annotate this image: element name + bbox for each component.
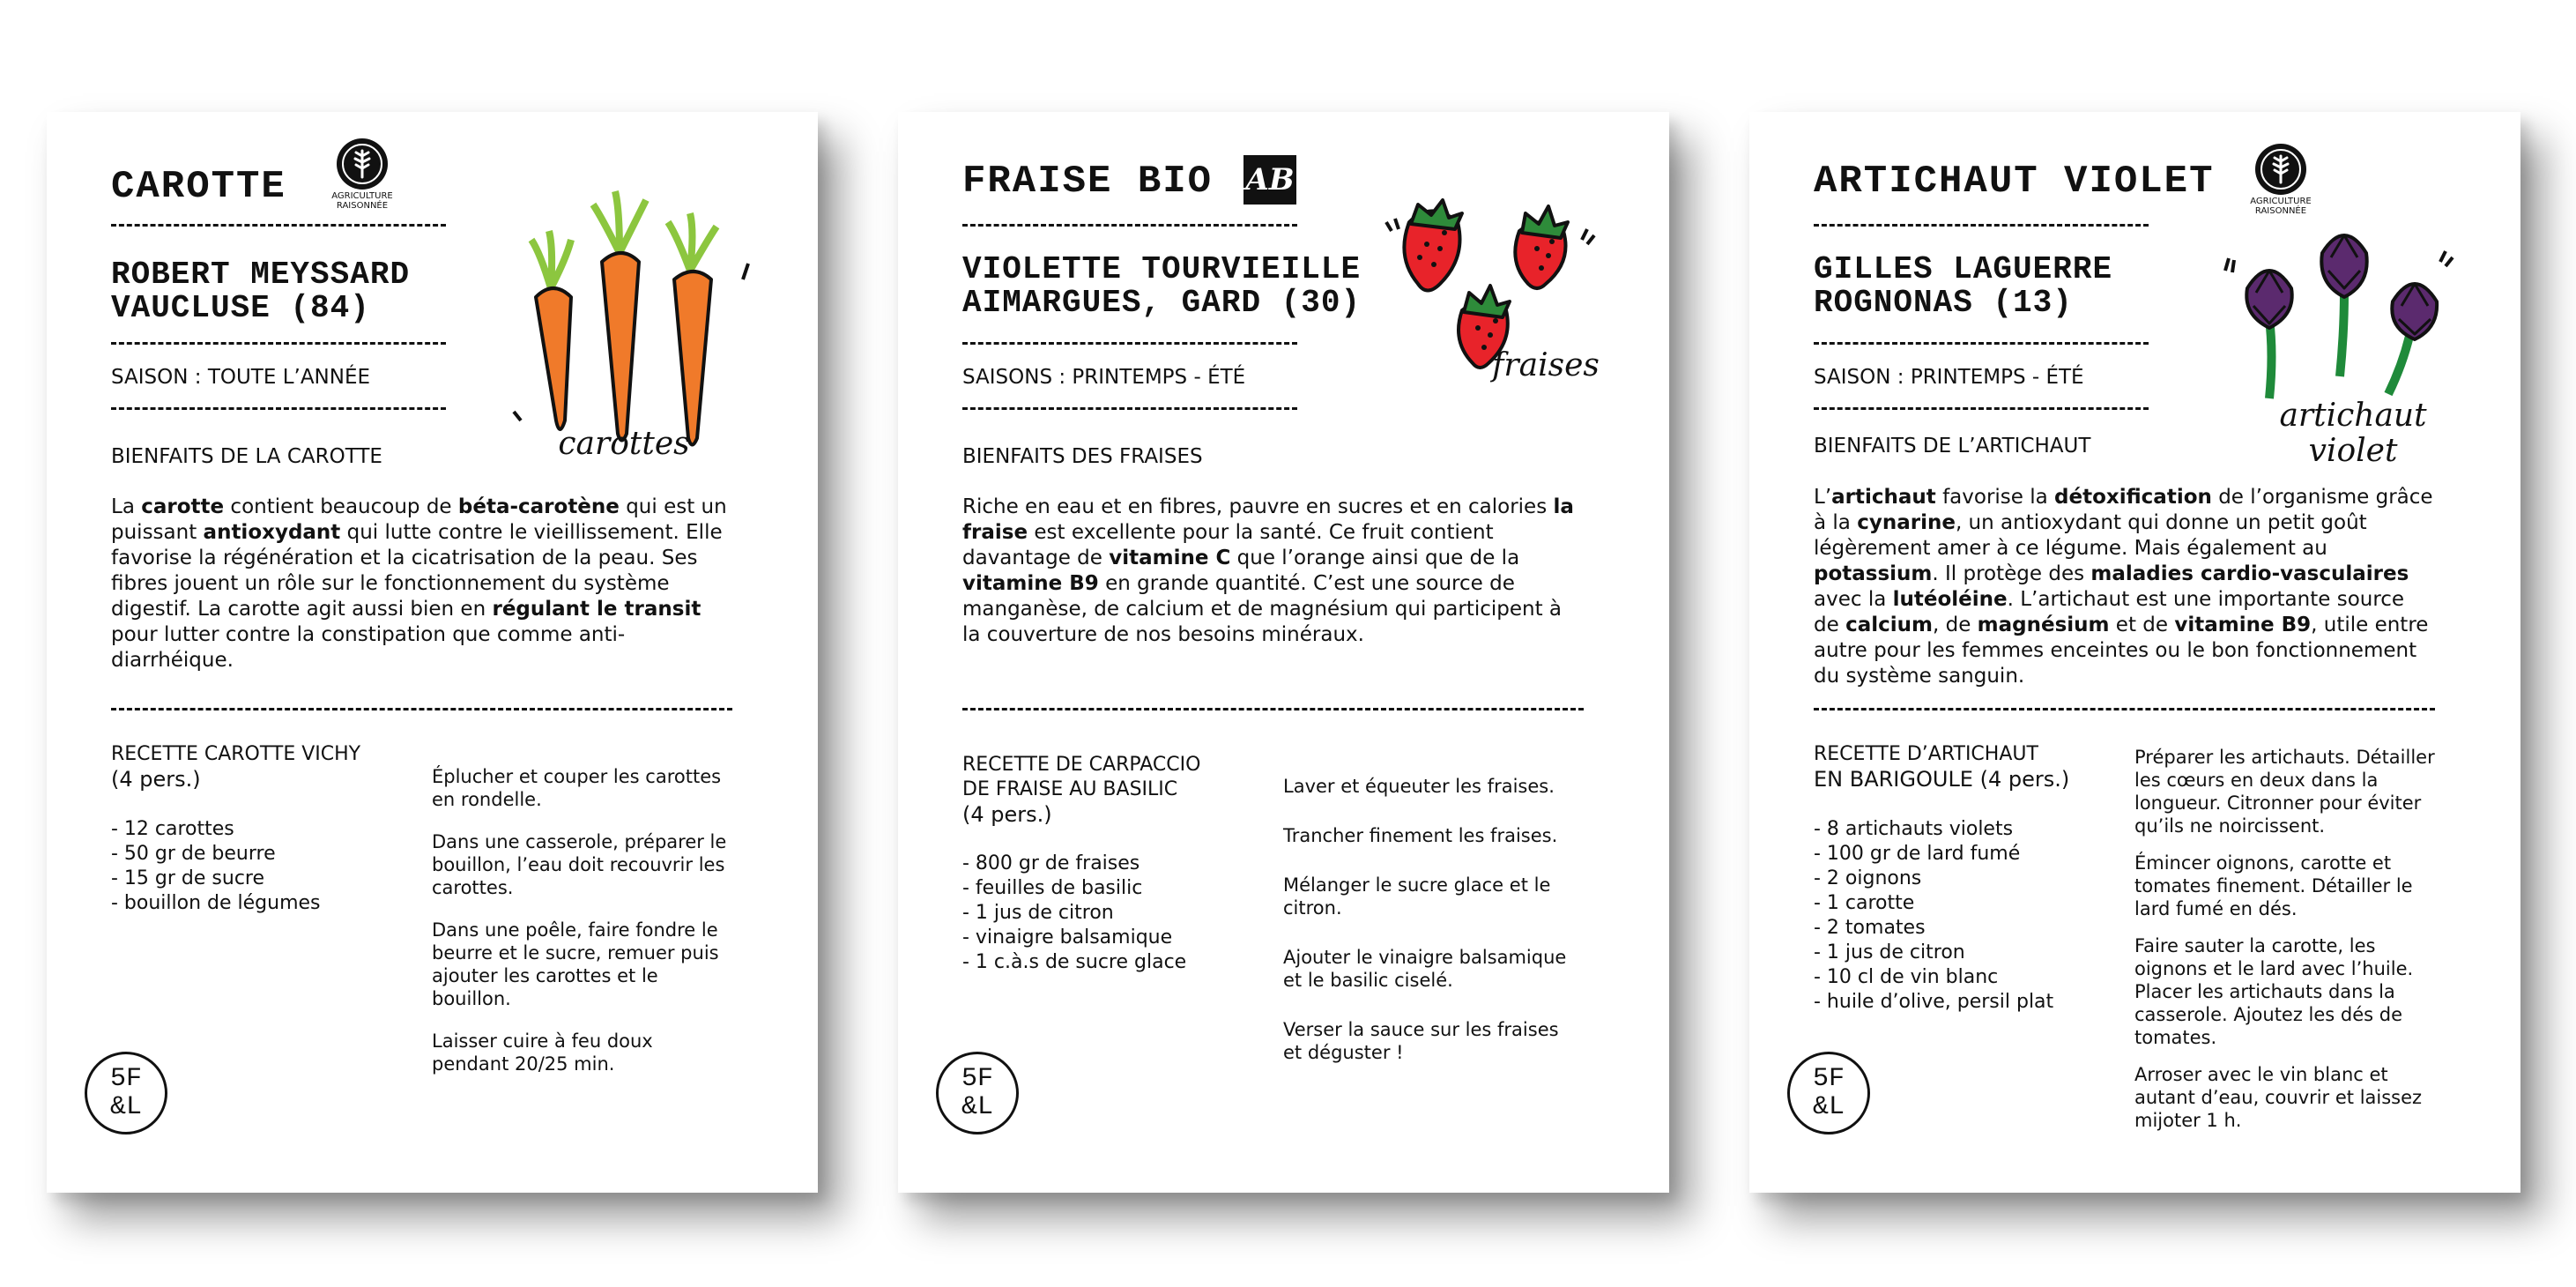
benefit-keyword: potassium	[1814, 562, 1933, 585]
grower-info	[962, 253, 1361, 320]
ingredient: - 1 c.à.s de sucre glace	[962, 951, 1187, 973]
logo-line: 5F	[1812, 1064, 1845, 1094]
recipe-title	[111, 742, 402, 792]
brand-logo	[936, 1052, 1019, 1134]
divider	[1814, 224, 2149, 227]
benefit-keyword: carotte	[141, 495, 225, 518]
recipe-title	[962, 753, 1253, 827]
benefit-keyword: lutéoléine	[1892, 588, 2008, 611]
wheat-icon	[2255, 144, 2306, 195]
badge-label: AGRICULTURE RAISONNÉE	[331, 191, 393, 211]
recipe-step: Émincer oignons, carotte et tomates finement. Détailler le lard fumé en dés.	[2134, 852, 2413, 919]
ingredient: - 2 tomates	[1814, 917, 1926, 939]
recipe-step: Laver et équeuter les fraises.	[1283, 776, 1555, 797]
product-card-fraise	[898, 112, 1669, 1193]
ingredient: - 15 gr de sucre	[111, 867, 265, 889]
ingredient-list	[962, 852, 1253, 975]
benefit-keyword: magnésium	[1977, 614, 2110, 636]
benefits-text: Riche en eau et en fibres, pauvre en sucres et en calories la fraise est excellente pour la santé. Ce fruit contient davantage de vitamine C que l’orange ainsi que de la vitamine B9 en grande quantité. C’est une source de manganèse, de calcium et de magnésium qui participent à la couverture de nos besoins minéraux.	[962, 495, 1574, 646]
illustration-caption: carottes	[558, 426, 690, 462]
grower-name: ROBERT MEYSSARD	[111, 257, 411, 293]
recipe-step: Faire sauter la carotte, les oignons et le lard avec l’huile. Placer les artichauts dans la casserole. Ajoutez les dés de tomates.	[2134, 935, 2414, 1048]
recipe-step: Dans une casserole, préparer le bouillon, l’eau doit recouvrir les carottes.	[432, 831, 727, 898]
grower-location: VAUCLUSE (84)	[111, 290, 370, 326]
ingredient-list	[1814, 817, 2105, 1015]
season-label: SAISON : TOUTE L’ANNÉE	[111, 366, 371, 389]
grower-location: AIMARGUES, GARD (30)	[962, 285, 1362, 321]
divider	[111, 224, 446, 227]
card-title: FRAISE BIO	[962, 160, 1214, 204]
caption-line: artichaut	[2279, 398, 2427, 434]
ingredient: - 1 jus de citron	[1814, 941, 1965, 963]
benefit-keyword: régulant le transit	[492, 598, 702, 621]
logo-line: &L	[109, 1092, 142, 1122]
season-label: SAISON : PRINTEMPS - ÉTÉ	[1814, 366, 2084, 389]
benefit-keyword: artichaut	[1831, 486, 1936, 509]
recipe-title-line: DE FRAISE AU BASILIC	[962, 778, 1178, 800]
benefit-keyword: vitamine C	[1109, 547, 1231, 569]
ingredient: - bouillon de légumes	[111, 892, 321, 914]
divider	[111, 708, 732, 710]
brand-logo	[85, 1052, 167, 1134]
recipe-step: Préparer les artichauts. Détailler les cœurs en deux dans la longueur. Citronner pour éviter qu’ils ne noircissent.	[2134, 747, 2435, 837]
recipe-title-line: EN BARIGOULE (4 pers.)	[1814, 767, 2070, 792]
benefit-keyword: maladies cardio-vasculaires	[2090, 562, 2409, 585]
recipe-title-line: RECETTE DE CARPACCIO	[962, 754, 1201, 776]
ingredient: - vinaigre balsamique	[962, 926, 1173, 949]
logo-line: 5F	[961, 1064, 993, 1094]
illustration-caption: fraises	[1492, 347, 1600, 383]
recipe-step: Trancher finement les fraises.	[1283, 825, 1558, 846]
recipe-step: Mélanger le sucre glace et le citron.	[1283, 874, 1551, 919]
divider	[111, 407, 446, 410]
divider	[111, 342, 446, 345]
carrots-illustration	[505, 156, 778, 447]
recipe-step: Arroser avec le vin blanc et autant d’eau, couvrir et laissez mijoter 1 h.	[2134, 1064, 2423, 1131]
logo-line: &L	[961, 1092, 993, 1122]
caption-line: violet	[2308, 433, 2398, 469]
ingredient: - 100 gr de lard fumé	[1814, 843, 2021, 865]
recipe-steps	[432, 765, 731, 1095]
badge-label: AGRICULTURE RAISONNÉE	[2250, 197, 2312, 216]
divider	[962, 708, 1584, 710]
ingredient: - 2 oignons	[1814, 867, 1922, 889]
divider	[962, 224, 1297, 227]
ingredient: - 800 gr de fraises	[962, 852, 1140, 874]
recipe-servings: (4 pers.)	[962, 802, 1052, 827]
ingredient: - 12 carottes	[111, 818, 234, 840]
brand-logo	[1787, 1052, 1870, 1134]
divider	[1814, 342, 2149, 345]
product-card-carotte	[47, 112, 818, 1193]
ingredient-list	[111, 817, 402, 916]
recipe-step: Ajouter le vinaigre balsamique et le basilic ciselé.	[1283, 947, 1567, 991]
benefits-title: BIENFAITS DES FRAISES	[962, 445, 1203, 468]
artichokes-illustration	[2208, 200, 2472, 403]
agriculture-bio-badge: AB	[1243, 155, 1296, 205]
benefits-text: L’artichaut favorise la détoxification de l’organisme grâce à la cynarine, un antioxydant qui donne un petit goût légèrement amer à ce légume. Mais également au potassium. Il protège des maladies cardio-vasculaires avec la lutéoléine. L’artichaut est une importante source de calcium, de magnésium et de vitamine B9, utile entre autre pour les femmes enceintes ou le bon fonctionnement du système sanguin.	[1814, 486, 2433, 688]
grower-location: ROGNONAS (13)	[1814, 285, 2073, 321]
benefit-keyword: détoxification	[2054, 486, 2212, 509]
benefit-keyword: cynarine	[1857, 511, 1956, 534]
benefit-keyword: béta-carotène	[457, 495, 620, 518]
illustration-caption	[2256, 398, 2450, 469]
card-title: CAROTTE	[111, 165, 286, 209]
logo-line: 5F	[109, 1064, 142, 1094]
recipe-step: Éplucher et couper les carottes en rondelle.	[432, 766, 722, 810]
recipe-steps	[2134, 746, 2436, 1151]
benefits-title: BIENFAITS DE L’ARTICHAUT	[1814, 435, 2091, 458]
divider	[962, 342, 1297, 345]
agriculture-raisonnee-badge	[327, 138, 397, 211]
recipe-title	[1814, 742, 2105, 792]
benefit-keyword: vitamine B9	[962, 572, 1099, 595]
card-title: ARTICHAUT VIOLET	[1814, 160, 2215, 204]
ingredient: - feuilles de basilic	[962, 877, 1143, 899]
recipe-title-line: RECETTE D’ARTICHAUT	[1814, 743, 2038, 765]
grower-name: VIOLETTE TOURVIEILLE	[962, 251, 1362, 287]
ingredient: - 8 artichauts violets	[1814, 818, 2014, 840]
wheat-icon	[337, 138, 388, 190]
recipe-step: Dans une poêle, faire fondre le beurre et le sucre, remuer puis ajouter les carottes et le bouillon.	[432, 919, 719, 1009]
logo-line: &L	[1812, 1092, 1845, 1122]
divider	[962, 407, 1297, 410]
ingredient: - huile d’olive, persil plat	[1814, 991, 2054, 1013]
recipe-title-line: RECETTE CAROTTE VICHY	[111, 743, 361, 765]
benefit-keyword: antioxydant	[203, 521, 341, 544]
ingredient: - 50 gr de beurre	[111, 843, 276, 865]
benefits-text: La carotte contient beaucoup de béta-carotène qui est un puissant antioxydant qui lutte contre le vieillissement. Elle favorise la régénération et la cicatrisation de la peau. Ses fibres jouent un rôle sur le fonctionnement du système digestif. La carotte agit aussi bien en régulant le transit pour lutter contre la constipation que comme anti-diarrhéique.	[111, 495, 727, 672]
benefits-title: BIENFAITS DE LA CAROTTE	[111, 445, 382, 468]
ingredient: - 1 carotte	[1814, 892, 1915, 914]
benefit-keyword: calcium	[1845, 614, 1933, 636]
recipe-step: Laisser cuire à feu doux pendant 20/25 min.	[432, 1030, 653, 1075]
recipe-servings: (4 pers.)	[111, 767, 201, 792]
benefit-keyword: vitamine B9	[2174, 614, 2312, 636]
ingredient: - 1 jus de citron	[962, 902, 1114, 924]
grower-info	[1814, 253, 2112, 320]
divider	[1814, 708, 2435, 710]
grower-info	[111, 258, 410, 325]
grower-name: GILLES LAGUERRE	[1814, 251, 2113, 287]
season-label: SAISONS : PRINTEMPS - ÉTÉ	[962, 366, 1246, 389]
divider	[1814, 407, 2149, 410]
recipe-steps	[1283, 775, 1583, 1083]
ingredient: - 10 cl de vin blanc	[1814, 966, 1999, 988]
recipe-step: Verser la sauce sur les fraises et déguster !	[1283, 1019, 1559, 1063]
benefit-keyword: la fraise	[962, 495, 1574, 544]
product-card-artichaut	[1749, 112, 2520, 1193]
